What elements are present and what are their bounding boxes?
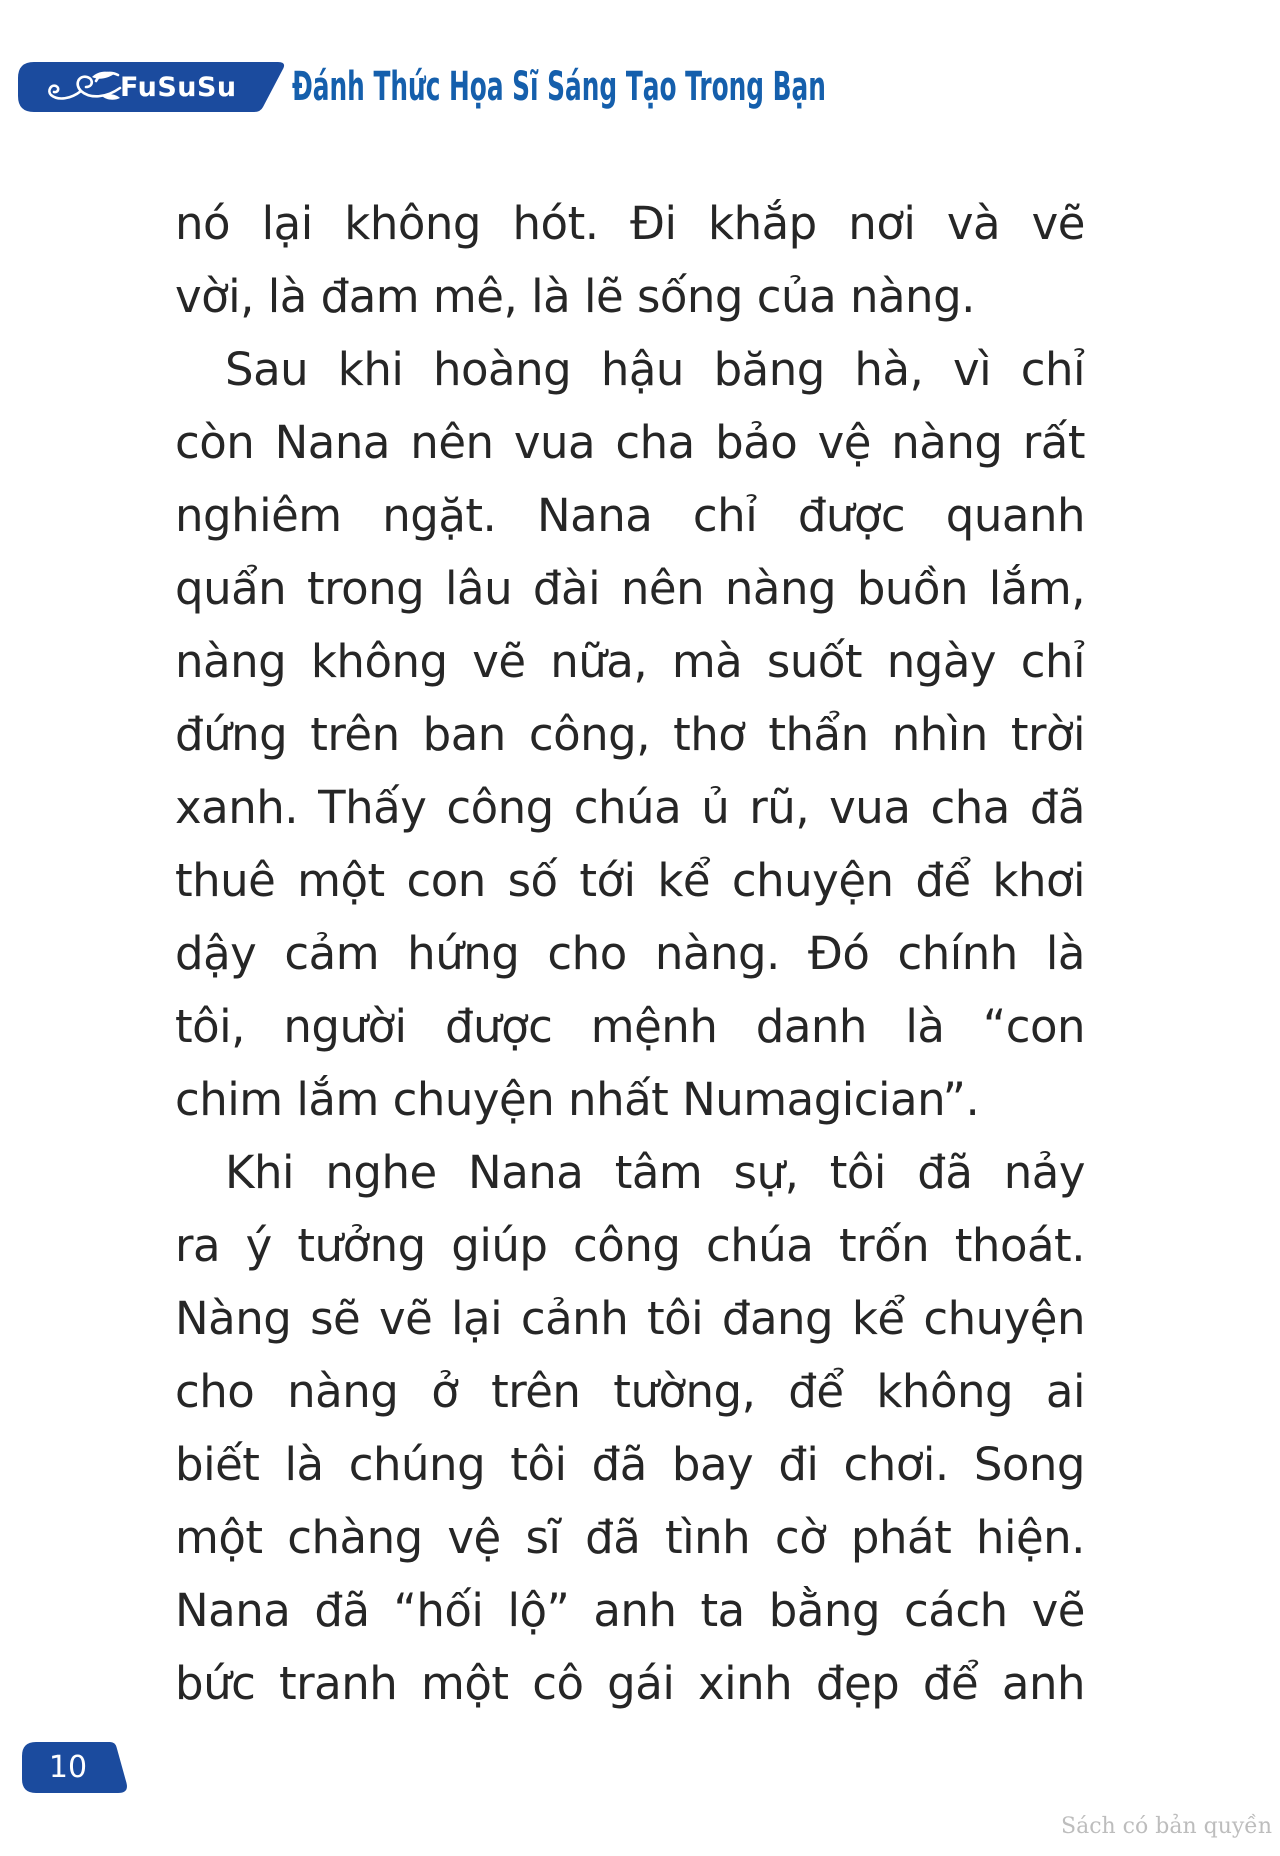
text-line: bức tranh một cô gái xinh đẹp để anh [175, 1657, 1085, 1710]
text-line: dậy cảm hứng cho nàng. Đó chính là [175, 927, 1085, 980]
text-line: nàng không vẽ nữa, mà suốt ngày chỉ [175, 635, 1085, 688]
publisher-logo-badge [18, 62, 286, 112]
text-line: vời, là đam mê, là lẽ sống của nàng. [175, 270, 975, 323]
text-line: xanh. Thấy công chúa ủ rũ, vua cha đã [175, 781, 1085, 834]
text-line: đứng trên ban công, thơ thẩn nhìn trời [175, 708, 1085, 761]
text-line: nó lại không hót. Đi khắp nơi và vẽ [175, 197, 1085, 250]
copyright-watermark: Sách có bản quyền [1061, 1814, 1272, 1839]
text-line: Khi nghe Nana tâm sự, tôi đã nảy [225, 1146, 1085, 1199]
text-line: còn Nana nên vua cha bảo vệ nàng rất [175, 416, 1085, 469]
page-number-badge [22, 1742, 128, 1793]
publisher-logo-text: FuSuSu [120, 71, 237, 103]
text-line: thuê một con số tới kể chuyện để khơi [175, 854, 1085, 907]
flourish-icon [44, 69, 124, 105]
text-line: Nana đã “hối lộ” anh ta bằng cách vẽ [175, 1584, 1085, 1637]
text-line: quẩn trong lâu đài nên nàng buồn lắm, [175, 562, 1085, 615]
text-line: một chàng vệ sĩ đã tình cờ phát hiện. [175, 1511, 1085, 1564]
text-line: ra ý tưởng giúp công chúa trốn thoát. [175, 1219, 1085, 1272]
text-line: biết là chúng tôi đã bay đi chơi. Song [175, 1438, 1085, 1491]
text-line: chim lắm chuyện nhất Numagician”. [175, 1073, 980, 1126]
text-line: cho nàng ở trên tường, để không ai [175, 1365, 1085, 1418]
leaf-ornament [102, 94, 120, 99]
leaf-ornament [92, 72, 114, 79]
text-line: Nàng sẽ vẽ lại cảnh tôi đang kể chuyện [175, 1292, 1085, 1345]
body-text [175, 187, 1085, 1720]
text-line: Sau khi hoàng hậu băng hà, vì chỉ [225, 343, 1085, 396]
text-line: nghiêm ngặt. Nana chỉ được quanh [175, 489, 1085, 542]
book-title: Đánh Thức Họa Sĩ Sáng Tạo Trong Bạn [292, 64, 826, 110]
text-line: tôi, người được mệnh danh là “con [175, 1000, 1085, 1053]
page-number: 10 [48, 1750, 88, 1785]
